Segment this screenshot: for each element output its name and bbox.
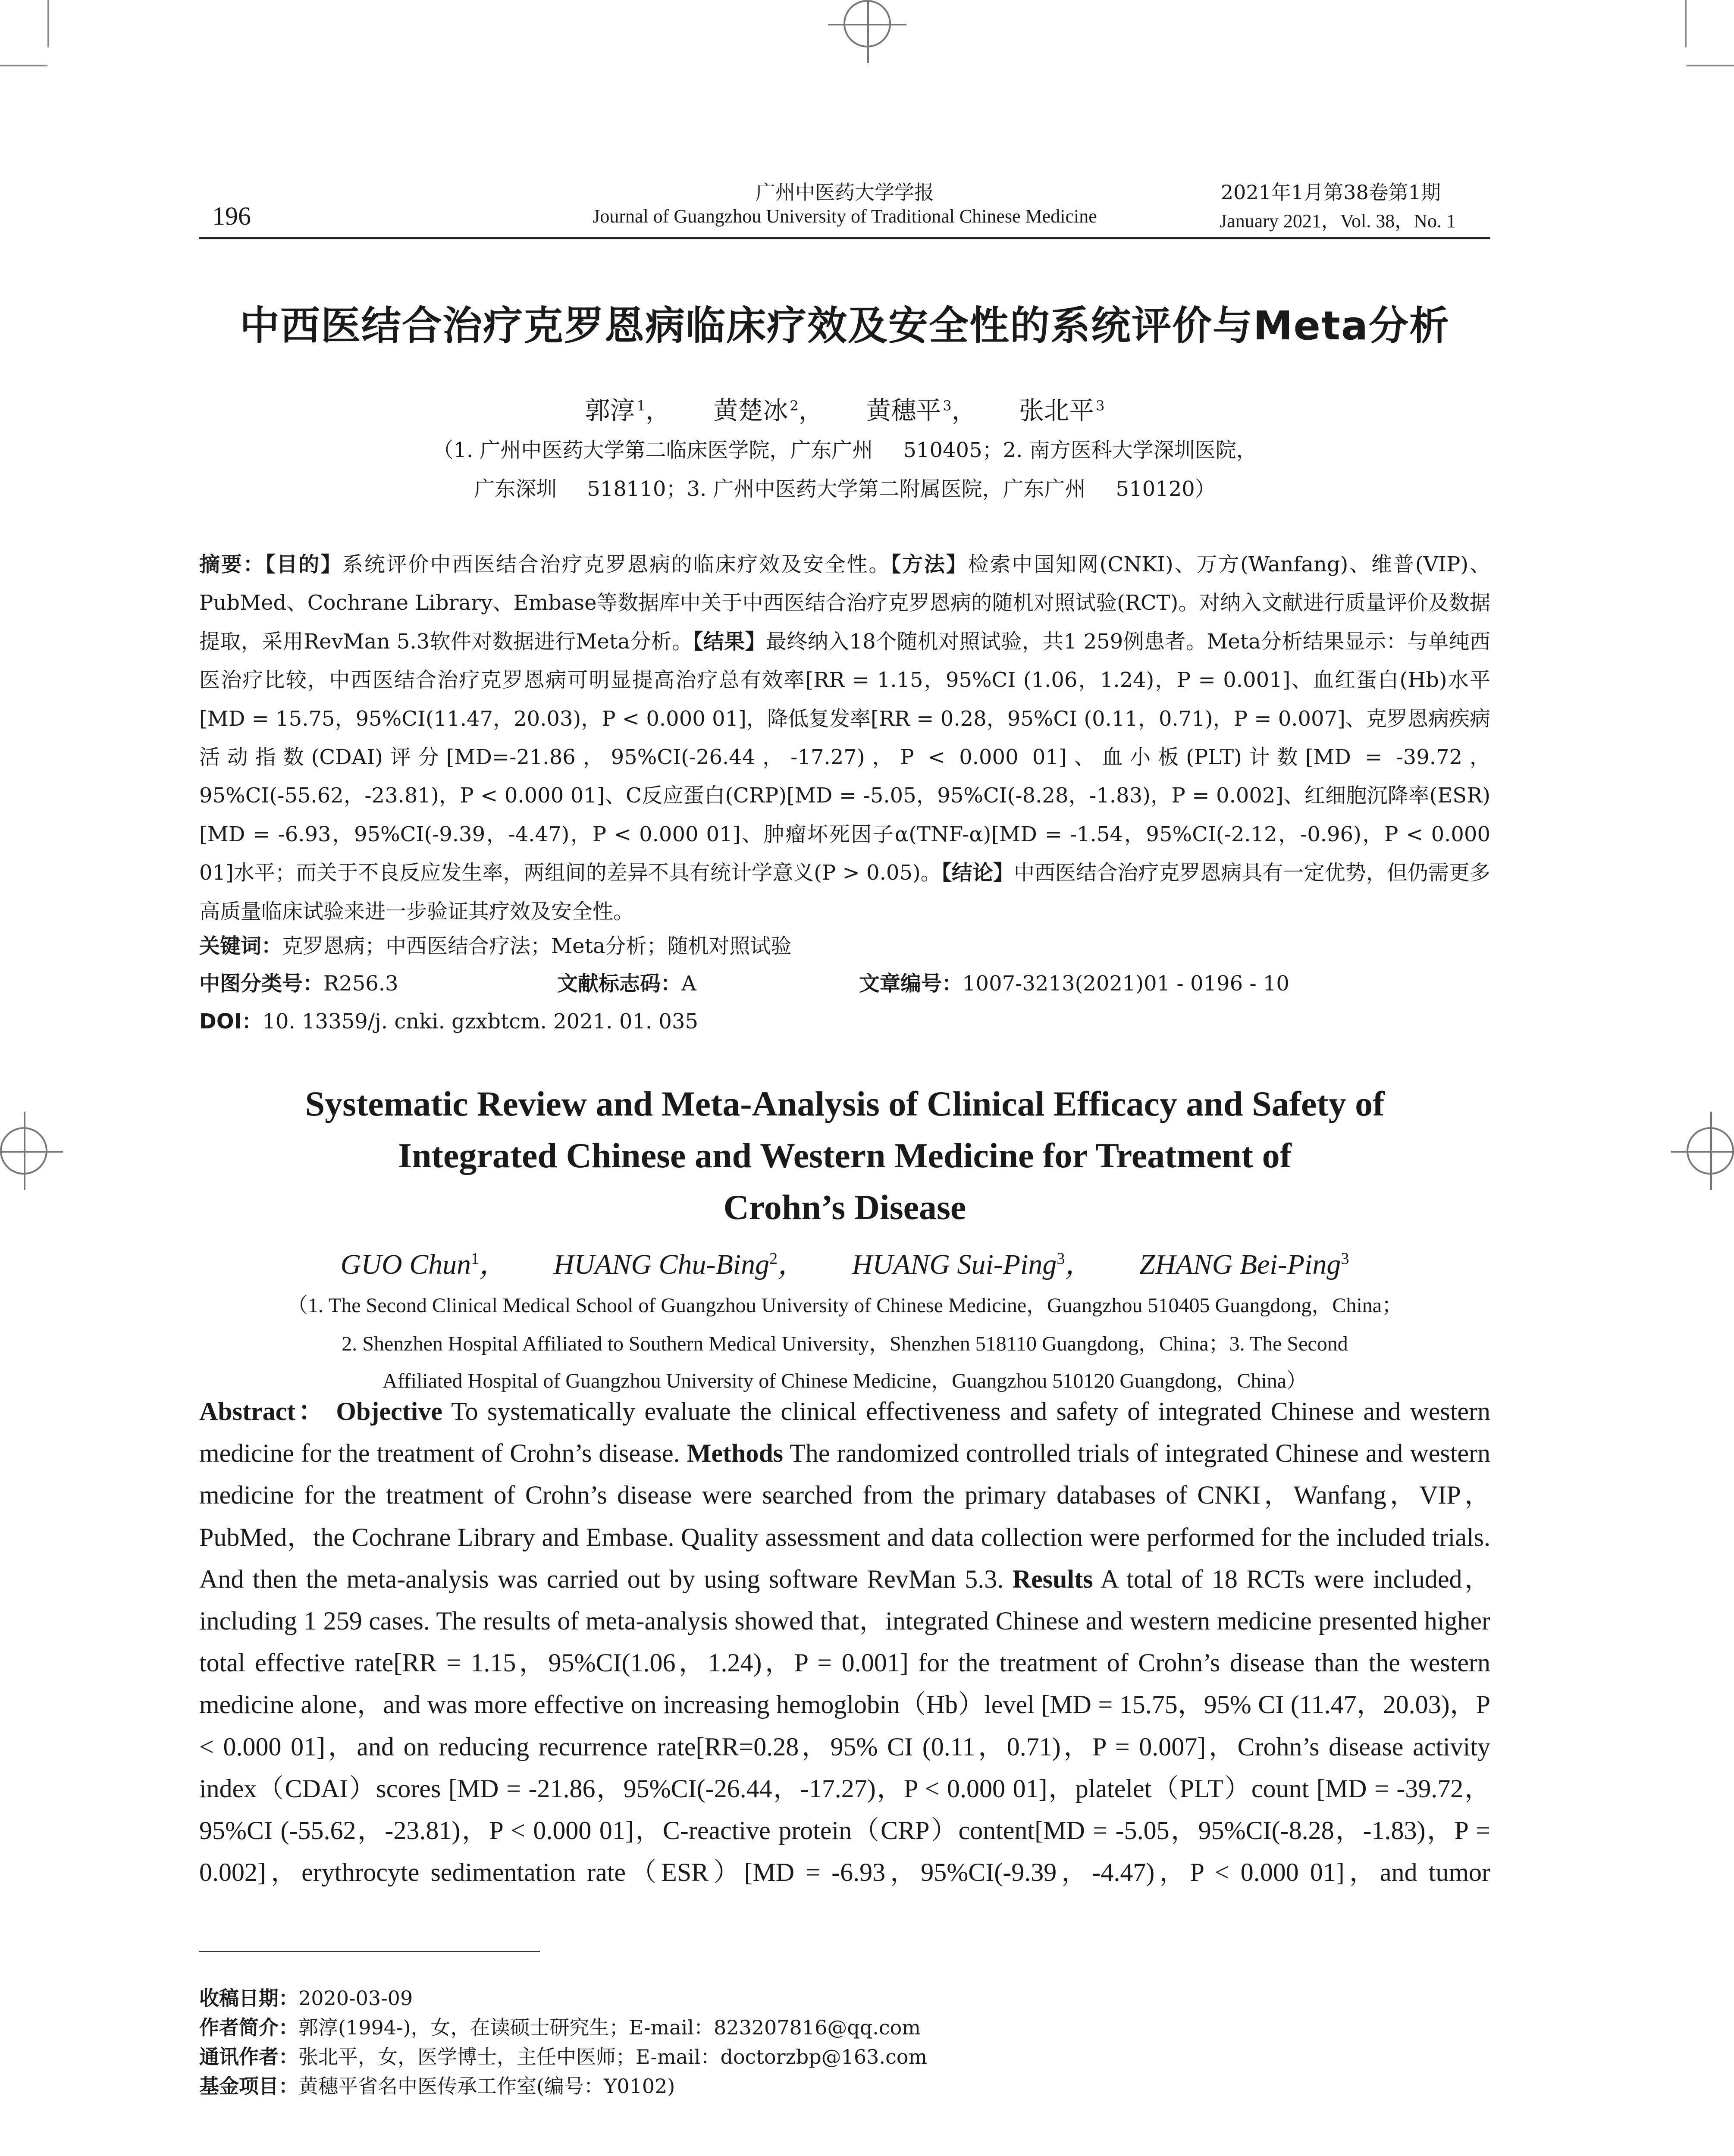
footnote-label: 基金项目： <box>199 2075 298 2098</box>
doi-label: DOI： <box>199 1009 263 1034</box>
author-name: HUANG Sui-Ping <box>852 1249 1057 1280</box>
results-text: 最终纳入18个随机对照试验，共1 259例患者。Meta分析结果显示：与单纯西医治疗比较，中西医结合治疗克罗恩病可明显提高治疗总有效率[RR = 1.15，95%CI (1.06，1.24)，P = 0.001]、血红蛋白(Hb)水平[MD = 15.75，95%CI(11.47，20.03)，P < 0.000 01]，降低复发率[RR = 0.28，95%CI (0.11，0.71)，P = 0.007]、克罗恩病疾病活动指数(CDAI)评分[MD=-21.86，95%CI(-26.44，-17.27)，P < 0.000 01]、血小板(PLT)计数[MD = -39.72，95%CI(-55.62，-23.81)，P < 0.000 01]、C反应蛋白(CRP)[MD = -5.05，95%CI(-8.28，-1.83)，P = 0.002]、红细胞沉降率(ESR)[MD = -6.93，95%CI(-9.39，-4.47)，P < 0.000 01]、肿瘤坏死因子α(TNF-α)[MD = -1.54，95%CI(-2.12，-0.96)，P < 0.000 01]水平；而关于不良反应发生率，两组间的差异不具有统计学意义(P > 0.05)。 <box>199 629 1490 885</box>
objective-text: To systematically evaluate the clinical effectiveness and safety of integrated Chinese and western medicine for the treatment of Crohn’s disease. <box>199 1397 1490 1468</box>
title-en-line: Integrated Chinese and Western Medicine for Treatment of <box>398 1136 1292 1175</box>
affiliation-text: 广东深圳 <box>474 477 557 501</box>
abstract-en <box>199 1391 1490 1893</box>
affiliation-en-line-2: 2. Shenzhen Hospital Affiliated to Southern Medical University，Shenzhen 518110 Guangdong，China；3. The Second <box>342 1332 1348 1355</box>
footnote-label: 通讯作者： <box>199 2045 298 2068</box>
footnote-author <box>199 2012 921 2040</box>
author-name: GUO Chun <box>340 1249 471 1280</box>
author-name: ZHANG Bei-Ping <box>1139 1249 1341 1280</box>
author-sup: 2 <box>790 397 799 414</box>
affiliation-cn-line-1 <box>199 433 1490 463</box>
title-en-line: Systematic Review and Meta-Analysis of Clinical Efficacy and Safety of <box>305 1084 1385 1123</box>
author-sup: 2 <box>769 1250 778 1268</box>
objective-label: 【目的】 <box>265 552 342 577</box>
footnote-received <box>199 1983 413 2011</box>
issue-cn: 2021年1月第38卷第1期 <box>1220 181 1441 204</box>
affiliation-en-line-1: （1. The Second Clinical Medical School of Guangzhou University of Chinese Medicine，Guangzhou 510405 Guangdong，China； <box>287 1294 1403 1317</box>
abstract-label: Abstract： <box>199 1397 327 1426</box>
art-label: 文章编号： <box>859 971 963 996</box>
abstract-cn <box>199 545 1490 931</box>
registration-mark-right <box>1687 1127 1734 1175</box>
author-name: 黄穗平 <box>866 396 941 425</box>
doc-label: 文献标志码： <box>557 971 682 996</box>
methods-label: 【方法】 <box>891 552 968 577</box>
crop-mark-top-left <box>0 65 47 66</box>
doi-link[interactable]: 10. 13359/j. cnki. gzxbtcm. 2021. 01. 035 <box>262 1009 699 1034</box>
objective-label: Objective <box>336 1397 442 1426</box>
art-value: 1007-3213(2021)01 - 0196 - 10 <box>963 971 1289 996</box>
author-name: 张北平 <box>1019 396 1094 425</box>
title-en-line: Crohn’s Disease <box>723 1188 966 1227</box>
results-text: A total of 18 RCTs were included，including 1 259 cases. The results of meta-analysis showed that，integrated Chinese and western medicine presented higher total effective rate[RR = 1.15，95%CI(1.06，1.24)，P = 0.001] for the treatment of Crohn’s disease than the western medicine alone，and was more effective on increasing hemoglobin（Hb）level [MD = 15.75，95% CI (11.47，20.03)，P < 0.000 01]，and on reducing recurrence rate[RR=0.28，95% CI (0.11，0.71)，P = 0.007]，Crohn’s disease activity index（CDAI）scores [MD = -21.86，95%CI(-26.44，-17.27)，P < 0.000 01]，platelet（PLT）count [MD = -39.72，95%CI (-55.62，-23.81)，P < 0.000 01]，C-reactive protein（CRP）content[MD = -5.05，95%CI(-8.28，-1.83)，P = 0.002]，erythrocyte sedimentation rate（ESR）[MD = -6.93，95%CI(-9.39，-4.47)，P < 0.000 01]，and tumor <box>199 1564 1491 1887</box>
abstract-label: 摘要： <box>199 552 265 577</box>
affiliation-text: 518110；3. 广州中医药大学第二附属医院，广东广州 <box>587 477 1086 501</box>
footnote-divider <box>199 1951 540 1952</box>
affiliation-text: （1. 广州中医药大学第二临床医学院，广东广州 <box>433 438 873 462</box>
keywords-label: 关键词： <box>199 934 282 958</box>
conclusion-text: 中西医结合治疗克罗恩病具有一定优势，但仍需更多高质量临床试验来进一步验证其疗效及安全性。 <box>199 861 1490 924</box>
methods-text: 检索中国知网(CNKI)、万方(Wanfang)、维普(VIP)、PubMed、Cochrane Library、Embase等数据库中关于中西医结合治疗克罗恩病的随机对照试验(RCT)。对纳入文献进行质量评价及数据提取，采用RevMan 5.3软件对数据进行Meta分析。 <box>199 552 1490 654</box>
author-sup: 3 <box>1341 1250 1349 1268</box>
crop-mark-top-left-v <box>47 0 49 47</box>
footnote-text: 郭淳(1994-)，女，在读硕士研究生；E-mail：823207816@qq.com <box>298 2016 921 2039</box>
running-header <box>199 172 1490 239</box>
issue-en: January 2021，Vol. 38，No. 1 <box>1220 210 1456 232</box>
affiliation-text: 510120） <box>1116 477 1216 501</box>
affiliation-text: 510405；2. 南方医科大学深圳医院， <box>903 438 1257 462</box>
article-number <box>859 967 1289 997</box>
author-sup: 1 <box>637 397 646 414</box>
keywords-text: 克罗恩病；中西医结合疗法；Meta分析；随机对照试验 <box>282 934 792 958</box>
author-list-en: GUO Chun$^1$， HUANG Chu-Bing$^2$， HUANG Sui-Ping$^3$， ZHANG Bei-Ping$^3$ <box>340 1249 1349 1280</box>
author-sup: 3 <box>943 397 952 414</box>
results-label: Results <box>1012 1564 1093 1593</box>
conclusion-label: 【结论】 <box>941 861 1014 885</box>
journal-name-en: Journal of Guangzhou University of Traditional Chinese Medicine <box>593 206 1097 227</box>
author-name: HUANG Chu-Bing <box>553 1249 770 1280</box>
doi <box>199 1005 698 1034</box>
footnote-fund <box>199 2071 675 2099</box>
crop-mark-top-right-v <box>1685 0 1687 47</box>
methods-text: The randomized controlled trials of integrated Chinese and western medicine for the treatment of Crohn’s disease were searched from the primary databases of CNKI，Wanfang，VIP，PubMed，the Cochrane Library and Embase. Quality assessment and data collection were performed for the included trials. And then the meta-analysis was carried out by using software RevMan 5.3. <box>199 1439 1491 1593</box>
article-title-cn: 中西医结合治疗克罗恩病临床疗效及安全性的系统评价与Meta分析 <box>239 303 1450 349</box>
crop-mark-top-right <box>1687 65 1734 66</box>
author-list-cn: 郭淳 $^1$， 黄楚冰 $^2$， 黄穗平 $^3$， 张北平 $^3$ <box>585 396 1105 425</box>
footnote-text: 2020-03-09 <box>298 1987 413 2010</box>
author-sup: 1 <box>471 1250 480 1268</box>
objective-text: 系统评价中西医结合治疗克罗恩病的临床疗效及安全性。 <box>342 552 891 577</box>
methods-label: Methods <box>687 1439 784 1468</box>
affiliation-cn-line-2 <box>199 472 1490 502</box>
article-title-en <box>199 1078 1490 1233</box>
footnote-corresponding <box>199 2041 927 2070</box>
clc-value: R256.3 <box>323 971 398 996</box>
keywords <box>199 929 1490 959</box>
clc-number <box>199 967 398 997</box>
footnote-text: 张北平，女，医学博士，主任中医师；E-mail：doctorzbp@163.com <box>298 2045 928 2068</box>
footnote-text: 黄穗平省名中医传承工作室(编号：Y0102) <box>298 2075 675 2098</box>
document-code <box>557 967 696 997</box>
results-label: 【结果】 <box>693 629 766 654</box>
author-name: 郭淳 <box>585 396 635 425</box>
page-number: 196 <box>212 202 251 230</box>
footnote-label: 收稿日期： <box>199 1987 298 2010</box>
footnote-label: 作者简介： <box>199 2016 298 2039</box>
registration-mark-top <box>843 0 891 47</box>
doc-value: A <box>681 971 696 996</box>
author-sup: 3 <box>1096 397 1105 414</box>
journal-name-cn: 广州中医药大学学报 <box>756 181 934 204</box>
registration-mark-left <box>0 1127 47 1175</box>
author-name: 黄楚冰 <box>713 396 788 425</box>
clc-label: 中图分类号： <box>199 971 324 996</box>
author-sup: 3 <box>1057 1250 1065 1268</box>
affiliation-en-line-3: Affiliated Hospital of Guangzhou University of Chinese Medicine，Guangzhou 510120 Guangdong，China） <box>382 1369 1308 1392</box>
